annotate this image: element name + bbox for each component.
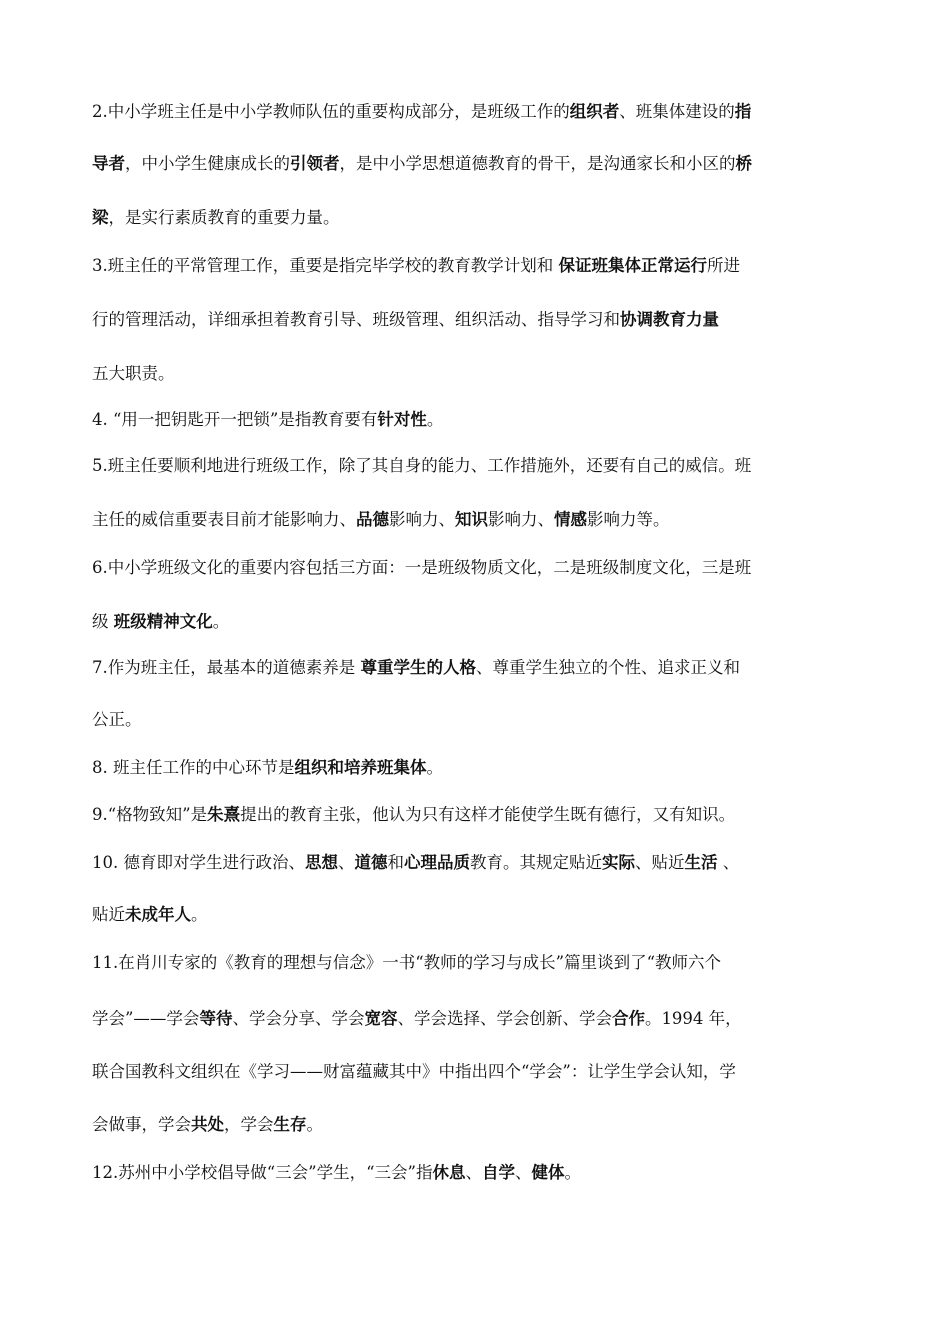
bold-keyword: 知识: [455, 510, 488, 529]
bold-keyword: 品德: [356, 510, 389, 529]
text-run: 影响力、: [389, 510, 455, 529]
text-run: 、学会选择、学会创新、学会: [397, 1009, 612, 1028]
text-run: 、: [338, 853, 355, 872]
text-run: ，中小学生健康成长的: [125, 154, 290, 173]
bold-keyword: 休息: [432, 1163, 466, 1182]
text-line: [92, 408, 872, 432]
bold-keyword: 针对性: [377, 410, 427, 429]
text-run: 。: [426, 410, 444, 429]
text-run: 、: [717, 853, 740, 872]
bold-keyword: 宽容: [364, 1009, 398, 1028]
text-run: 、班集体建设的: [619, 102, 735, 121]
text-line: [92, 708, 872, 732]
text-line: [92, 1161, 872, 1185]
text-run: 教育。其规定贴近: [470, 853, 602, 872]
text-run: 7.作为班主任，最基本的道德素养是: [92, 658, 361, 677]
text-line: [92, 362, 872, 386]
bold-keyword: 健体: [531, 1163, 565, 1182]
text-line: [92, 454, 872, 478]
text-run: 、学会分享、学会: [232, 1009, 365, 1028]
text-line: [92, 254, 872, 278]
text-line: [92, 1007, 872, 1031]
text-line: [92, 100, 872, 124]
text-run: 贴近: [92, 905, 125, 924]
text-run: 影响力、: [488, 510, 554, 529]
text-run: 。: [426, 758, 443, 777]
bold-keyword: 未成年人: [125, 905, 191, 924]
text-run: 4. “用一把钥匙开一把锁”是指教育要有: [92, 410, 378, 429]
text-run: ，学会: [224, 1115, 274, 1134]
text-run: 6.中小学班级文化的重要内容包括三方面：一是班级物质文化，二是班级制度文化，三是班: [92, 558, 752, 577]
text-line: [92, 152, 872, 176]
text-run: 影响力等。: [587, 510, 670, 529]
text-line: [92, 508, 872, 532]
bold-keyword: 保证班集体正常运行: [558, 256, 707, 275]
bold-keyword: 合作: [611, 1009, 645, 1028]
text-line: [92, 1113, 872, 1137]
text-run: 提出的教育主张，他认为只有这样才能使学生既有德行，又有知识。: [240, 805, 736, 824]
text-run: 所进: [707, 256, 740, 275]
text-run: 9.“格物致知”是: [92, 805, 208, 824]
bold-keyword: 引领者: [290, 154, 340, 173]
text-line: [92, 803, 872, 827]
text-run: 3.班主任的平常管理工作，重要是指完毕学校的教育教学计划和: [92, 256, 559, 275]
bold-keyword: 生存: [273, 1115, 307, 1134]
bold-keyword: 实际: [602, 853, 635, 872]
text-run: 11.在肖川专家的《教育的理想与信念》一书“教师的学习与成长”篇里谈到了“教师六个: [92, 953, 722, 972]
bold-keyword: 思想: [305, 853, 338, 872]
text-run: 联合国教科文组织在《学习——财富蕴藏其中》中指出四个“学会”：让学生学会认知，学: [92, 1062, 736, 1081]
text-run: 。: [564, 1163, 581, 1182]
text-run: 公正。: [92, 710, 142, 729]
text-run: 和: [387, 853, 404, 872]
bold-keyword: 心理品质: [404, 853, 470, 872]
text-run: 会做事，学会: [92, 1115, 191, 1134]
bold-keyword: 等待: [199, 1009, 233, 1028]
text-run: ，是实行素质教育的重要力量。: [108, 208, 340, 227]
text-line: [92, 308, 872, 332]
text-run: 、尊重学生独立的个性、追求正义和: [476, 658, 740, 677]
text-line: [92, 756, 872, 780]
text-run: 。: [191, 905, 208, 924]
text-run: 主任的威信重要表目前才能影响力、: [92, 510, 356, 529]
bold-keyword: 协调教育力量: [620, 310, 719, 329]
text-run: 12.苏州中小学校倡导做“三会”学生，“三会”指: [92, 1163, 433, 1182]
bold-keyword: 道德: [354, 853, 388, 872]
text-run: 8. 班主任工作的中心环节是: [92, 758, 295, 777]
text-line: [92, 851, 872, 875]
text-run: ，是中小学思想道德教育的骨干，是沟通家长和小区的: [339, 154, 736, 173]
text-run: 行的管理活动，详细承担着教育引导、班级管理、组织活动、指导学习和: [92, 310, 620, 329]
bold-keyword: 尊重学生的人格: [360, 658, 476, 677]
bold-keyword: 朱熹: [207, 805, 241, 824]
bold-keyword: 指: [734, 102, 752, 121]
bold-keyword: 自学: [481, 1163, 515, 1182]
bold-keyword: 导者: [92, 154, 125, 173]
bold-keyword: 共处: [191, 1115, 224, 1134]
text-line: [92, 1060, 872, 1084]
text-run: 5.班主任要顺利地进行班级工作，除了其自身的能力、工作措施外，还要有自己的威信。班: [92, 456, 752, 475]
text-line: [92, 951, 872, 975]
text-run: 。: [306, 1115, 323, 1134]
bold-keyword: 桥: [735, 154, 752, 173]
text-run: 10. 德育即对学生进行政治、: [92, 853, 305, 872]
text-run: 学会”——学会: [92, 1009, 200, 1028]
text-run: 五大职责。: [92, 364, 175, 383]
text-line: [92, 610, 872, 634]
text-run: 。1994 年，: [644, 1009, 742, 1028]
text-run: 、: [465, 1163, 482, 1182]
text-run: 、: [514, 1163, 532, 1182]
bold-keyword: 组织者: [569, 102, 620, 121]
text-line: [92, 206, 872, 230]
text-run: 。: [212, 612, 230, 631]
bold-keyword: 组织和培养班集体: [294, 758, 427, 777]
text-line: [92, 656, 872, 680]
text-line: [92, 556, 872, 580]
text-run: 2.中小学班主任是中小学教师队伍的重要构成部分，是班级工作的: [92, 102, 570, 121]
text-run: 、贴近: [635, 853, 685, 872]
bold-keyword: 情感: [554, 510, 587, 529]
bold-keyword: 梁: [92, 208, 109, 227]
text-line: [92, 903, 872, 927]
text-run: 级: [92, 612, 114, 631]
bold-keyword: 班级精神文化: [113, 612, 213, 631]
bold-keyword: 生活: [684, 853, 718, 872]
